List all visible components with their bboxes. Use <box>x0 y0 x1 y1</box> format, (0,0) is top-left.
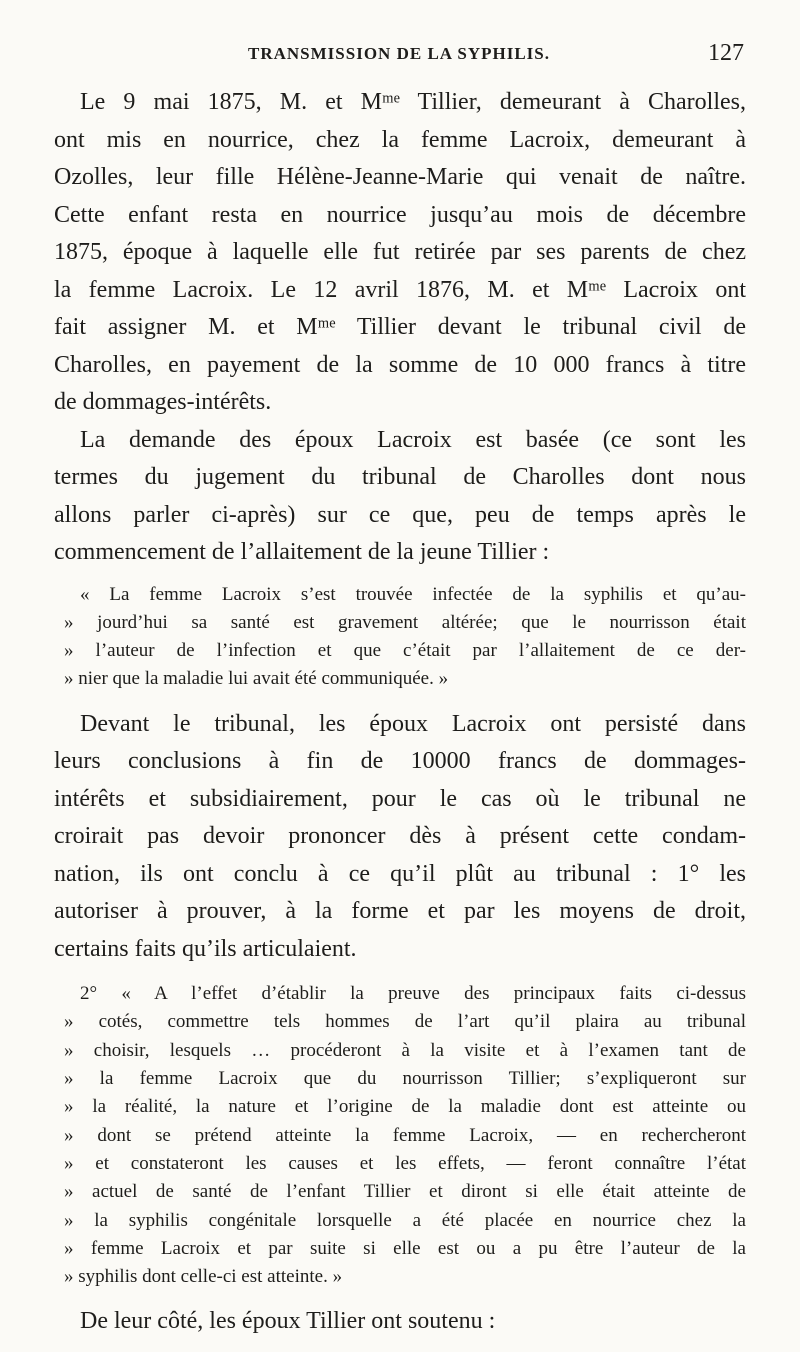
spacer <box>54 572 746 581</box>
quote-line: » la réalité, la nature et l’origine de la maladie dont est atteinte ou <box>64 1096 746 1118</box>
text-line: La demande des époux Lacroix est basée (ce sont les <box>80 426 746 453</box>
text-line: Cette enfant resta en nourrice jusqu’au mois de décembre <box>54 201 746 228</box>
body-text <box>54 84 746 1341</box>
text-line: Devant le tribunal, les époux Lacroix ont persisté dans <box>80 710 746 737</box>
text-line: commencement de l’allaitement de la jeune Tillier : <box>54 539 550 565</box>
quote-line: » dont se prétend atteinte la femme Lacroix, — en rechercheront <box>64 1124 746 1146</box>
paragraph-3 <box>54 706 746 969</box>
quote-line: » nier que la maladie lui avait été communiquée. » <box>64 668 449 690</box>
text-line: 1875, époque à laquelle elle fut retirée par ses parents de chez <box>54 239 746 265</box>
quote-line: » actuel de santé de l’enfant Tillier et diront si elle était atteinte de <box>64 1181 746 1203</box>
text-line: Charolles, en payement de la somme de 10 000 francs à titre <box>54 351 746 378</box>
spacer <box>54 1291 746 1303</box>
paragraph-2 <box>54 422 746 572</box>
text-line: certains faits qu’ils articulaient. <box>54 935 357 962</box>
text-line: de dommages-intérêts. <box>54 389 272 415</box>
quote-line: » cotés, commettre tels hommes de l’art qu’il plaira au tribunal <box>64 1011 746 1033</box>
running-head <box>54 40 744 74</box>
quote-line: » la syphilis congénitale lorsquelle a été placée en nourrice chez la <box>64 1209 746 1231</box>
quote-line: » choisir, lesquels … procéderont à la visite et à l’examen tant de <box>64 1039 746 1061</box>
text-line: autoriser à prouver, à la forme et par les moyens de droit, <box>54 898 746 925</box>
text-line: allons parler ci-après) sur ce que, peu de temps après le <box>54 501 746 528</box>
text-line: De leur côté, les époux Tillier ont soutenu : <box>80 1308 496 1335</box>
spacer <box>54 968 746 980</box>
quote-line: « La femme Lacroix s’est trouvée infectée de la syphilis et qu’au- <box>80 583 746 605</box>
text-line: leurs conclusions à fin de 10000 francs de dommages- <box>54 748 746 775</box>
text-line: intérêts et subsidiairement, pour le cas où le tribunal ne <box>54 785 746 812</box>
paragraph-4 <box>54 1303 746 1341</box>
paragraph-1 <box>54 84 746 422</box>
quote-line: » jourd’hui sa santé est gravement altérée; que le nourrisson était <box>64 611 746 633</box>
spacer <box>54 694 746 706</box>
quote-line: » la femme Lacroix que du nourrisson Tillier; s’expliqueront sur <box>64 1068 746 1090</box>
text-line: ont mis en nourrice, chez la femme Lacroix, demeurant à <box>54 126 746 153</box>
text-line: la femme Lacroix. Le 12 avril 1876, M. et Mᵐᵉ Lacroix ont <box>54 276 746 303</box>
text-line: Ozolles, leur fille Hélène-Jeanne-Marie qui venait de naître. <box>54 164 746 190</box>
page-number: 127 <box>708 40 744 66</box>
running-title: TRANSMISSION DE LA SYPHILIS. <box>248 44 550 63</box>
quote-block-2 <box>54 980 746 1291</box>
text-line: termes du jugement du tribunal de Charolles dont nous <box>54 464 746 490</box>
quote-line: » femme Lacroix et par suite si elle est ou a pu être l’auteur de la <box>64 1237 746 1259</box>
text-line: fait assigner M. et Mᵐᵉ Tillier devant le tribunal civil de <box>54 314 746 340</box>
quote-block-1 <box>54 581 746 694</box>
quote-line: » l’auteur de l’infection et que c’était par l’allaitement de ce der- <box>64 640 746 662</box>
text-line: nation, ils ont conclu à ce qu’il plût au tribunal : 1° les <box>54 860 746 887</box>
text-line: Le 9 mai 1875, M. et Mᵐᵉ Tillier, demeurant à Charolles, <box>80 89 746 115</box>
quote-line: 2° « A l’effet d’établir la preuve des principaux faits ci-dessus <box>80 983 746 1005</box>
quote-line: » et constateront les causes et les effets, — feront connaître l’état <box>64 1152 746 1174</box>
quote-line: » syphilis dont celle-ci est atteinte. » <box>64 1266 343 1288</box>
text-line: croirait pas devoir prononcer dès à présent cette condam- <box>54 823 746 850</box>
